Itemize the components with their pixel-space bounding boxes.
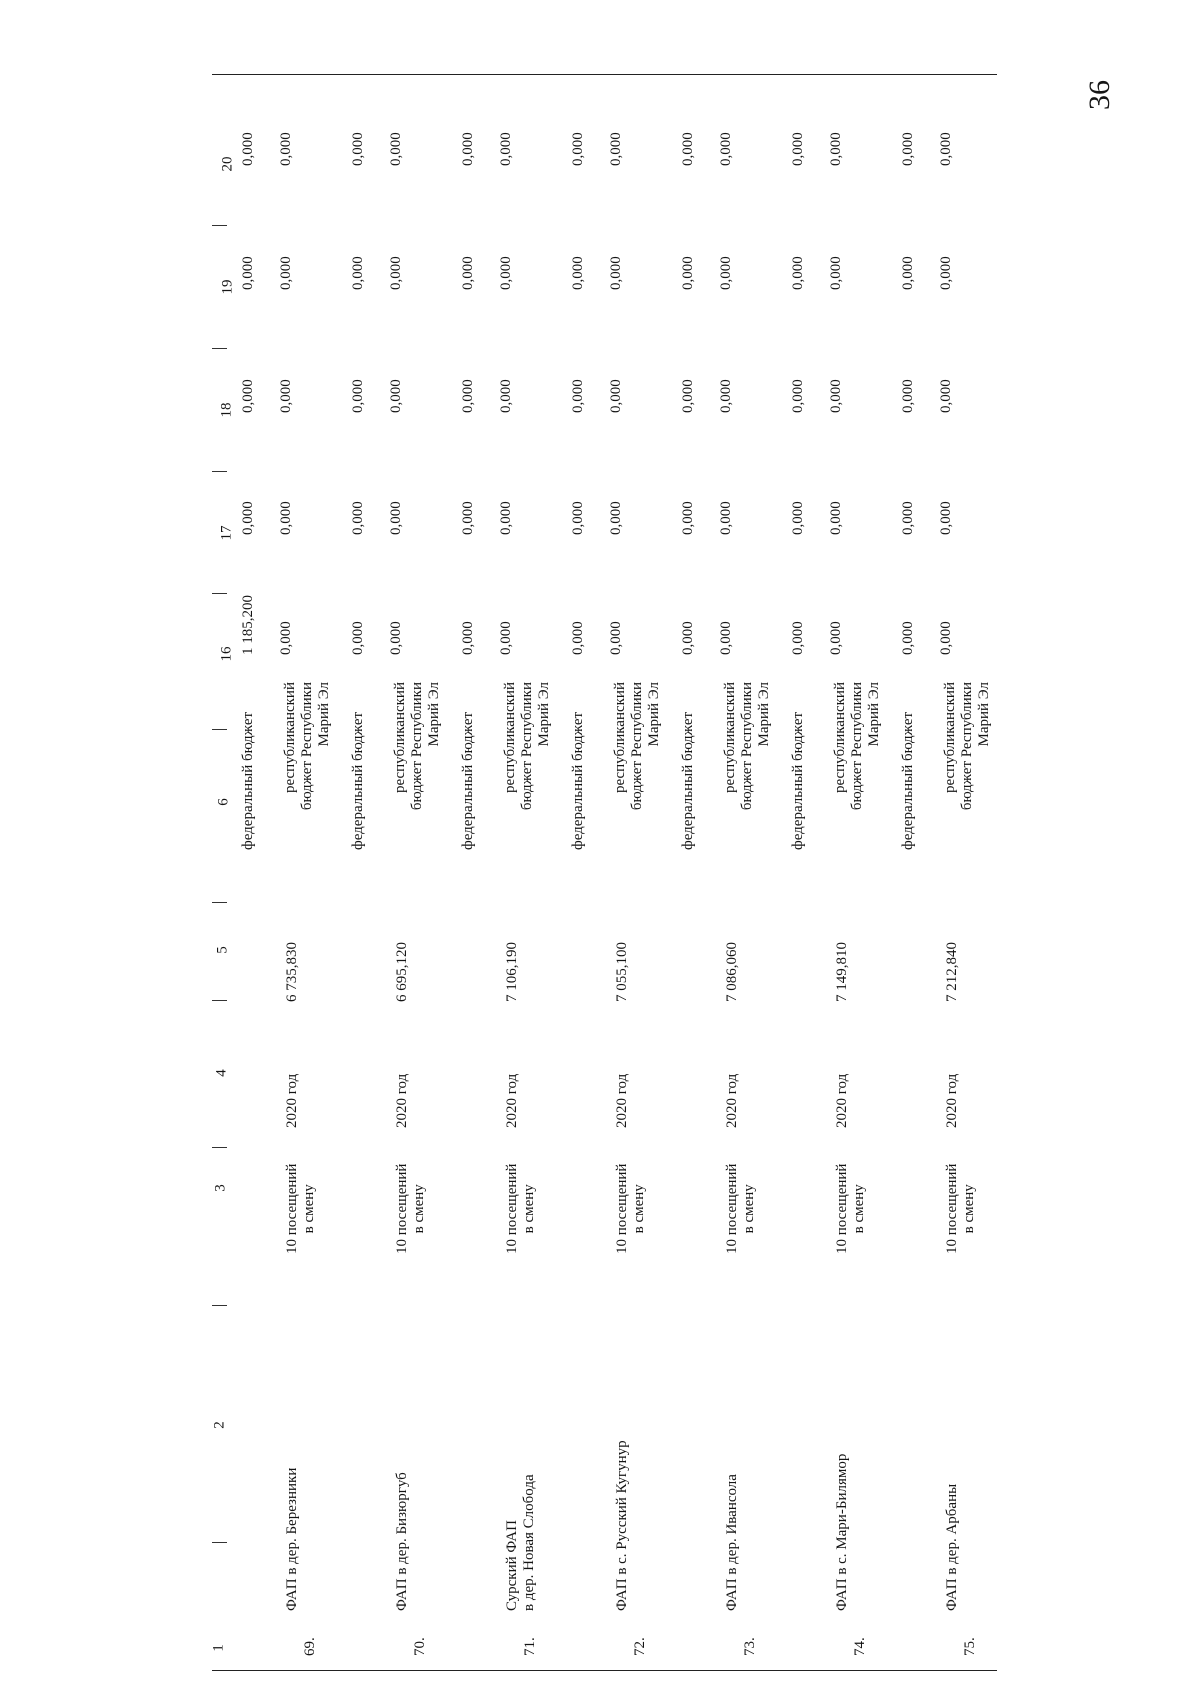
header-col-cost: 5: [214, 946, 231, 954]
amount-col-19: 0,000: [718, 256, 734, 290]
amount-col-16: 0,000: [790, 621, 806, 655]
amount-col-16: 0,000: [718, 621, 734, 655]
amount-col-17: 0,000: [498, 501, 514, 535]
amount-col-17: 0,000: [608, 501, 624, 535]
amount-col-18: 0,000: [570, 379, 586, 413]
amount-col-16: 0,000: [570, 621, 586, 655]
completion-year: 2020 год: [394, 1073, 410, 1128]
row-number: 69.: [302, 1637, 318, 1656]
amount-col-19: 0,000: [828, 256, 844, 290]
capacity: 10 посещений в смену: [504, 1163, 537, 1254]
estimated-cost: 7 149,810: [834, 942, 850, 1002]
amount-col-18: 0,000: [790, 379, 806, 413]
capacity: 10 посещений в смену: [394, 1163, 427, 1254]
header-col-17: 17: [218, 525, 235, 541]
amount-col-18: 0,000: [938, 379, 954, 413]
amount-col-20: 0,000: [350, 132, 366, 166]
amount-col-20: 0,000: [900, 132, 916, 166]
funding-source: республиканский бюджет Республики Марий Эл: [282, 682, 332, 811]
amount-col-18: 0,000: [240, 379, 256, 413]
amount-col-19: 0,000: [938, 256, 954, 290]
amount-col-17: 0,000: [790, 501, 806, 535]
funding-source: республиканский бюджет Республики Марий Эл: [722, 682, 772, 811]
amount-col-20: 0,000: [460, 132, 476, 166]
amount-col-16: 0,000: [350, 621, 366, 655]
amount-col-16: 0,000: [938, 621, 954, 655]
estimated-cost: 6 735,830: [284, 942, 300, 1002]
amount-col-18: 0,000: [680, 379, 696, 413]
amount-col-16: 0,000: [900, 621, 916, 655]
header-col-year: 4: [213, 1069, 230, 1077]
amount-col-17: 0,000: [938, 501, 954, 535]
amount-col-19: 0,000: [460, 256, 476, 290]
funding-source: федеральный бюджет: [790, 711, 806, 850]
estimated-cost: 6 695,120: [394, 942, 410, 1002]
row-number: 70.: [412, 1637, 428, 1656]
amount-col-19: 0,000: [240, 256, 256, 290]
completion-year: 2020 год: [284, 1073, 300, 1128]
amount-col-17: 0,000: [460, 501, 476, 535]
amount-col-16: 0,000: [498, 621, 514, 655]
amount-col-19: 0,000: [680, 256, 696, 290]
amount-col-17: 0,000: [570, 501, 586, 535]
amount-col-20: 0,000: [570, 132, 586, 166]
amount-col-19: 0,000: [388, 256, 404, 290]
header-col-16: 16: [218, 646, 235, 662]
amount-col-19: 0,000: [278, 256, 294, 290]
object-name: Сурский ФАП в дер. Новая Слобода: [504, 1474, 537, 1611]
row-number: 75.: [962, 1637, 978, 1656]
funding-source: федеральный бюджет: [680, 711, 696, 850]
funding-source: республиканский бюджет Республики Марий Эл: [502, 682, 552, 811]
row-number: 72.: [632, 1637, 648, 1656]
capacity: 10 посещений в смену: [284, 1163, 317, 1254]
funding-source: федеральный бюджет: [570, 711, 586, 850]
header-separator: [212, 471, 227, 472]
header-col-18: 18: [218, 402, 235, 418]
amount-col-19: 0,000: [790, 256, 806, 290]
estimated-cost: 7 086,060: [724, 942, 740, 1002]
completion-year: 2020 год: [944, 1073, 960, 1128]
completion-year: 2020 год: [504, 1073, 520, 1128]
header-col-num: 1: [210, 1644, 227, 1652]
amount-col-17: 0,000: [828, 501, 844, 535]
amount-col-19: 0,000: [570, 256, 586, 290]
amount-col-18: 0,000: [828, 379, 844, 413]
funding-source: республиканский бюджет Республики Марий Эл: [612, 682, 662, 811]
capacity: 10 посещений в смену: [614, 1163, 647, 1254]
amount-col-18: 0,000: [460, 379, 476, 413]
amount-col-20: 0,000: [718, 132, 734, 166]
header-separator: [212, 729, 227, 730]
header-separator: [212, 1542, 227, 1543]
amount-col-20: 0,000: [278, 132, 294, 166]
funding-source: федеральный бюджет: [900, 711, 916, 850]
table-top-border: [212, 74, 997, 75]
amount-col-17: 0,000: [680, 501, 696, 535]
table-header-border: [212, 1670, 997, 1671]
header-separator: [212, 1305, 227, 1306]
amount-col-17: 0,000: [718, 501, 734, 535]
header-separator: [212, 902, 227, 903]
header-col-capacity: 3: [212, 1184, 229, 1192]
header-separator: [212, 1000, 227, 1001]
amount-col-17: 0,000: [240, 501, 256, 535]
amount-col-19: 0,000: [350, 256, 366, 290]
object-name: ФАП в дер. Арбаны: [944, 1483, 960, 1611]
amount-col-16: 0,000: [608, 621, 624, 655]
amount-col-18: 0,000: [498, 379, 514, 413]
amount-col-18: 0,000: [388, 379, 404, 413]
capacity: 10 посещений в смену: [724, 1163, 757, 1254]
amount-col-19: 0,000: [608, 256, 624, 290]
amount-col-18: 0,000: [608, 379, 624, 413]
header-separator: [212, 1147, 227, 1148]
capacity: 10 посещений в смену: [834, 1163, 867, 1254]
header-col-19: 19: [219, 279, 236, 295]
amount-col-17: 0,000: [278, 501, 294, 535]
row-number: 74.: [852, 1637, 868, 1656]
amount-col-16: 0,000: [828, 621, 844, 655]
estimated-cost: 7 212,840: [944, 942, 960, 1002]
amount-col-18: 0,000: [900, 379, 916, 413]
funding-source: федеральный бюджет: [240, 711, 256, 850]
completion-year: 2020 год: [834, 1073, 850, 1128]
amount-col-16: 1 185,200: [240, 595, 256, 655]
funding-source: республиканский бюджет Республики Марий Эл: [392, 682, 442, 811]
row-number: 71.: [522, 1637, 538, 1656]
amount-col-19: 0,000: [498, 256, 514, 290]
amount-col-20: 0,000: [790, 132, 806, 166]
amount-col-20: 0,000: [388, 132, 404, 166]
amount-col-17: 0,000: [388, 501, 404, 535]
amount-col-20: 0,000: [938, 132, 954, 166]
amount-col-20: 0,000: [680, 132, 696, 166]
header-col-20: 20: [219, 156, 236, 172]
object-name: ФАП в дер. Березники: [284, 1467, 300, 1611]
header-col-source: 6: [215, 798, 232, 806]
completion-year: 2020 год: [724, 1073, 740, 1128]
object-name: ФАП в дер. Ивансола: [724, 1474, 740, 1611]
funding-source: республиканский бюджет Республики Марий Эл: [832, 682, 882, 811]
amount-col-18: 0,000: [350, 379, 366, 413]
estimated-cost: 7 106,190: [504, 942, 520, 1002]
row-number: 73.: [742, 1637, 758, 1656]
amount-col-16: 0,000: [460, 621, 476, 655]
object-name: ФАП в с. Русский Кугунур: [614, 1440, 630, 1611]
header-separator: [212, 348, 227, 349]
estimated-cost: 7 055,100: [614, 942, 630, 1002]
amount-col-16: 0,000: [278, 621, 294, 655]
completion-year: 2020 год: [614, 1073, 630, 1128]
amount-col-20: 0,000: [498, 132, 514, 166]
amount-col-18: 0,000: [718, 379, 734, 413]
object-name: ФАП в дер. Бизюргуб: [394, 1472, 410, 1611]
amount-col-18: 0,000: [278, 379, 294, 413]
header-separator: [212, 593, 227, 594]
amount-col-17: 0,000: [900, 501, 916, 535]
amount-col-16: 0,000: [680, 621, 696, 655]
funding-source: федеральный бюджет: [460, 711, 476, 850]
header-separator: [212, 225, 227, 226]
amount-col-16: 0,000: [388, 621, 404, 655]
amount-col-19: 0,000: [900, 256, 916, 290]
funding-source: федеральный бюджет: [350, 711, 366, 850]
amount-col-20: 0,000: [828, 132, 844, 166]
capacity: 10 посещений в смену: [944, 1163, 977, 1254]
funding-source: республиканский бюджет Республики Марий Эл: [942, 682, 992, 811]
amount-col-17: 0,000: [350, 501, 366, 535]
amount-col-20: 0,000: [608, 132, 624, 166]
amount-col-20: 0,000: [240, 132, 256, 166]
page-number: 36: [1083, 80, 1116, 110]
object-name: ФАП в с. Мари-Билямор: [834, 1453, 850, 1611]
header-col-name: 2: [211, 1421, 228, 1429]
